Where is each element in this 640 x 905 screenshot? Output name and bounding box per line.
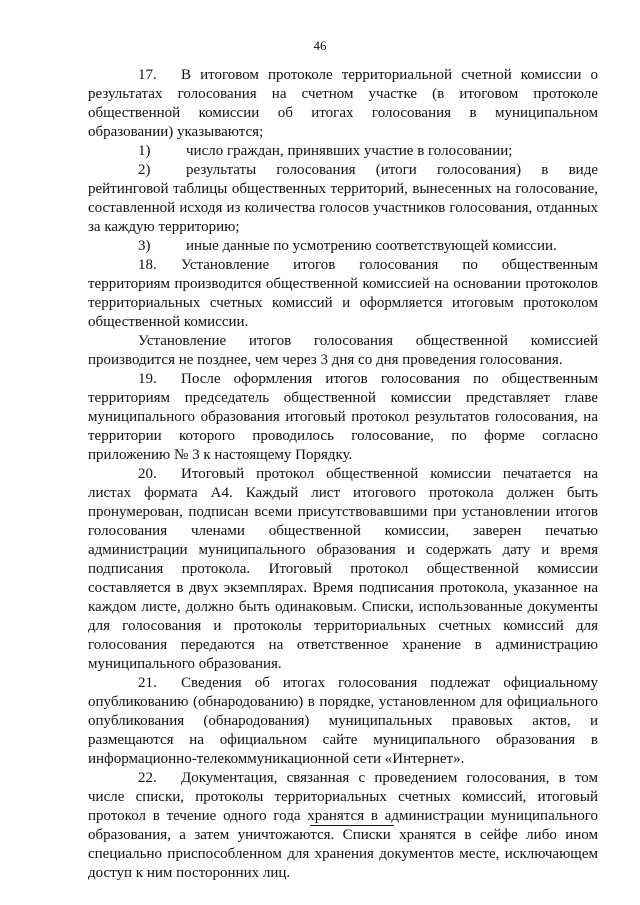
paragraph-17 (88, 66, 598, 142)
paragraph-text: Итоговый протокол общественной комиссии печатается на листах формата А4. Каждый лист итогового протокола должен быть пронумерован, подписан всеми присутствовавшими при установлении итогов голосования членами общественной комиссии, заверен печатью администрации муниципального образования и содержать дату и время подписания протокола. Итоговый протокол общественной комиссии составляется в двух экземплярах. Время подписания протокола, указанное на каждом листе, должно быть одинаковым. Списки, использованные документы для голосования и протоколы территориальных счетных комиссий для голосования передаются на ответственное хранение в администрацию муниципального образования. (88, 466, 598, 672)
end-divider (310, 825, 394, 826)
paragraph-text: Документация, связанная с проведением голосования, в том числе списки, протоколы территориальных счетных комиссий, итоговый протокол в течение одного года хранятся в администрации муниципального образования, а затем уничтожаются. Списки хранятся в сейфе либо ином специально приспособленном для хранения документов месте, исключающем доступ к ним посторонних лиц. (88, 770, 598, 881)
paragraph-text: Установление итогов голосования общественной комиссией производится не позднее, чем через 3 дня со дня проведения голосования. (88, 333, 598, 368)
paragraph-19 (88, 370, 598, 465)
list-item-3 (88, 237, 598, 256)
list-item-text: результаты голосования (итоги голосования) в виде рейтинговой таблицы общественных территорий, вынесенных на голосование, составленной исходя из количества голосов участников голосования, отданных за каждую территорию; (88, 162, 598, 235)
document-body (88, 66, 598, 883)
paragraph-22 (88, 769, 598, 883)
list-item-text: иные данные по усмотрению соответствующей комиссии. (186, 238, 557, 254)
list-item-2 (88, 161, 598, 237)
list-item-text: число граждан, принявших участие в голосовании; (186, 143, 513, 159)
list-item-number: 3) (138, 238, 151, 254)
paragraph-number: 20. (138, 466, 157, 482)
paragraph-number: 19. (138, 371, 157, 387)
page-number: 46 (313, 38, 327, 53)
paragraph-text: После оформления итогов голосования по общественным территориям председатель общественной комиссии представляет главе муниципального образования итоговый протокол результатов голосования, на территории которого проводилось голосование, по форме согласно приложению № 3 к настоящему Порядку. (88, 371, 598, 463)
paragraph-text: Установление итогов голосования по общественным территориям производится общественной комиссией на основании протоколов территориальных счетных комиссий и оформляется итоговым протоколом общественной комиссии. (88, 257, 598, 330)
paragraph-21 (88, 674, 598, 769)
paragraph-20 (88, 465, 598, 674)
paragraph-text: Сведения об итогах голосования подлежат официальному опубликованию (обнародованию) в порядке, установленном для официального опубликования (обнародования) муниципальных правовых актов, и размещаются на официальном сайте муниципального образования в информационно-телекоммуникационной сети «Интернет». (88, 675, 598, 767)
list-item-number: 1) (138, 143, 151, 159)
paragraph-number: 22. (138, 770, 157, 786)
paragraph-number: 17. (138, 67, 157, 83)
list-item-1 (88, 142, 598, 161)
paragraph-18 (88, 256, 598, 332)
list-item-number: 2) (138, 162, 151, 178)
paragraph-18-continued (88, 332, 598, 370)
paragraph-number: 18. (138, 257, 157, 273)
paragraph-text: В итоговом протоколе территориальной счетной комиссии о результатах голосования на счетном участке (в итоговом протоколе общественной комиссии об итогах голосования в муниципальном образовании) указываются; (88, 67, 598, 140)
paragraph-number: 21. (138, 675, 157, 691)
